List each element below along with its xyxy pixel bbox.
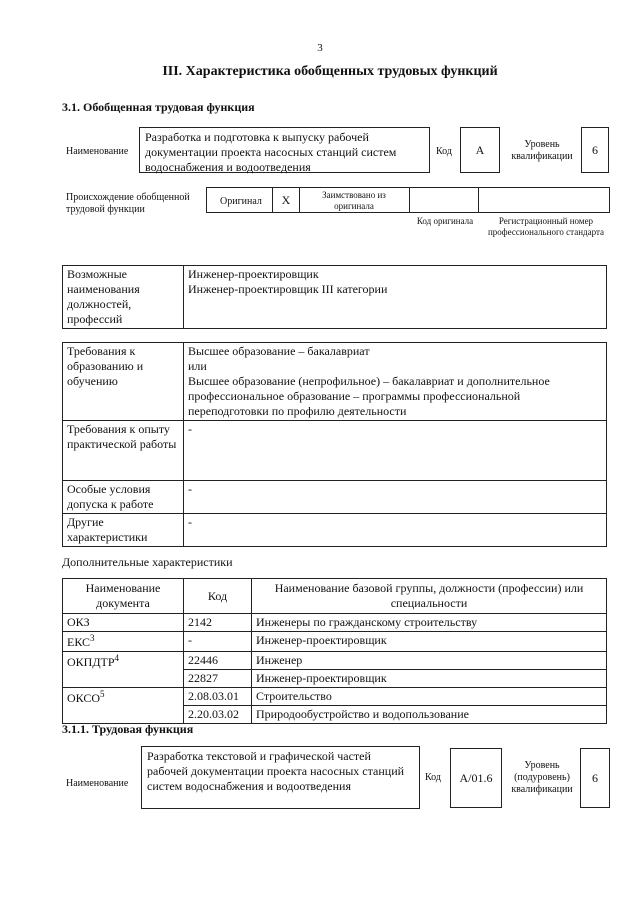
origin-box	[206, 187, 610, 213]
original-label: Оригинал	[220, 196, 262, 207]
req-experience-label: Требования к опыту практической работы	[63, 421, 184, 481]
positions-table	[62, 265, 607, 329]
header-name: Наименование базовой группы, должности (профессии) или специальности	[252, 579, 607, 614]
row-code: 2142	[184, 614, 252, 632]
subsection-3-1-1-title: 3.1.1. Трудовая функция	[62, 722, 194, 736]
footnote-mark: 5	[100, 689, 105, 699]
req-other-value: -	[184, 514, 607, 547]
positions-label: Возможные наименования должностей, профессий	[63, 266, 184, 329]
gtf-level-label: Уровень квалификации	[511, 139, 573, 162]
tf-level-value: 6	[580, 748, 610, 808]
header-code: Код	[184, 579, 252, 614]
requirements-table	[62, 342, 607, 547]
footnote-mark: 4	[114, 653, 120, 663]
req-line: или	[188, 359, 207, 373]
req-special-label: Особые условия допуска к работе	[63, 481, 184, 514]
gtf-code-value: A	[460, 127, 500, 173]
doc-name: ОКСО	[67, 691, 101, 705]
row-code: 2.08.03.01	[184, 688, 252, 706]
gtf-level-value: 6	[581, 127, 609, 173]
req-education-value	[184, 343, 607, 421]
tf-name-label: Наименование	[66, 778, 129, 789]
row-name: Инженеры по гражданскому строительству	[252, 614, 607, 632]
row-code: -	[184, 632, 252, 652]
row-doc	[63, 632, 184, 652]
subsection-3-1-title: 3.1. Обобщенная трудовая функция	[62, 100, 255, 114]
row-code: 22446	[184, 652, 252, 670]
tf-name-value: Разработка текстовой и графической частей рабочей документации проекта насосных станций систем водоснабжения и водоотведения	[141, 746, 420, 809]
code-original-label: Код оригинала	[416, 216, 474, 226]
page-number: 3	[317, 42, 323, 54]
positions-values	[184, 266, 607, 329]
additional-table	[62, 578, 607, 724]
tf-code-label: Код	[425, 772, 441, 783]
req-special-value: -	[184, 481, 607, 514]
row-doc	[63, 688, 184, 724]
row-code: 22827	[184, 670, 252, 688]
header-doc: Наименование документа	[63, 579, 184, 614]
req-education-label: Требования к образованию и обучению	[63, 343, 184, 421]
reg-number-label: Регистрационный номер профессионального стандарта	[487, 216, 605, 237]
tf-level-label: Уровень (подуровень) квалификации	[511, 760, 573, 795]
footnote-mark: 3	[90, 633, 95, 643]
gtf-origin-label: Происхождение обобщенной трудовой функции	[66, 192, 190, 215]
section-title: III. Характеристика обобщенных трудовых функций	[162, 64, 498, 79]
row-doc	[63, 652, 184, 688]
row-name: Инженер-проектировщик	[252, 632, 607, 652]
row-name: Природообустройство и водопользование	[252, 706, 607, 724]
row-doc: ОКЗ	[63, 614, 184, 632]
req-line: Высшее образование – бакалавриат	[188, 344, 370, 358]
doc-name: ОКПДТР	[67, 655, 115, 669]
row-code: 2.20.03.02	[184, 706, 252, 724]
borrowed-label: Заимствовано из оригинала	[322, 190, 386, 211]
gtf-name-label: Наименование	[66, 146, 129, 157]
divider	[299, 187, 300, 213]
row-name: Инженер	[252, 652, 607, 670]
row-name: Строительство	[252, 688, 607, 706]
gtf-name-value: Разработка и подготовка к выпуску рабочей документации проекта насосных станций систем водоснабжения и водоотведения	[139, 127, 430, 173]
original-mark: X	[281, 193, 291, 207]
req-other-label: Другие характеристики	[63, 514, 184, 547]
row-name: Инженер-проектировщик	[252, 670, 607, 688]
req-line: Высшее образование (непрофильное) – бакалавриат и дополнительное профессиональное образование – программы профессиональной переподготовки по профилю деятельности	[188, 374, 550, 418]
divider	[478, 187, 479, 213]
req-experience-value: -	[184, 421, 607, 481]
divider	[409, 187, 410, 213]
position-item: Инженер-проектировщик III категории	[188, 282, 388, 296]
gtf-code-label: Код	[436, 146, 452, 157]
additional-title: Дополнительные характеристики	[62, 555, 233, 569]
position-item: Инженер-проектировщик	[188, 267, 319, 281]
tf-code-value: A/01.6	[450, 748, 502, 808]
doc-name: ЕКС	[67, 635, 91, 649]
